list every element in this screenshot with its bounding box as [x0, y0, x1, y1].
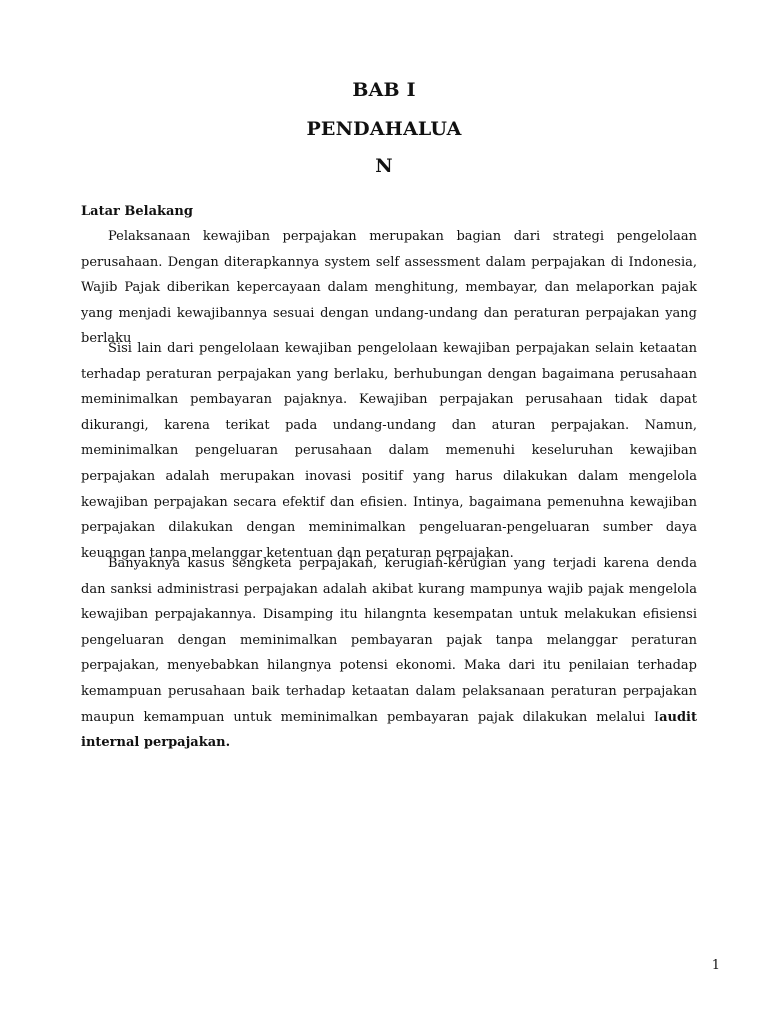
paragraph-3	[81, 551, 697, 756]
paragraph-3-bold-text: audit internal perpajakan.	[81, 709, 697, 751]
section-title: Latar Belakang	[81, 204, 193, 219]
chapter-title-line-1: PENDAHALUA	[306, 118, 462, 140]
paragraph-3-text: Banyaknya kasus sengketa perpajakan, kerugian-kerugian yang terjadi karena denda dan sanksi administrasi perpajakan adalah akibat kurang mampunya wajib pajak mengelola kewajiban perpajakannya. Disamping itu hilangnta kesempatan untuk melakukan efisiensi pengeluaran dengan meminimalkan pembayaran pajak tanpa melanggar peraturan perpajakan, menyebabkan hilangnya potensi ekonomi. Maka dari itu penilaian terhadap kemampuan perusahaan baik terhadap ketaatan dalam pelaksanaan peraturan perpajakan maupun kemampuan untuk meminimalkan pembayaran pajak dilakukan melalui I	[81, 556, 697, 725]
paragraph-2: Sisi lain dari pengelolaan kewajiban pengelolaan kewajiban perpajakan selain ketaatan terhadap peraturan perpajakan yang berlaku, berhubungan dengan bagaimana perusahaan meminimalkan pembayaran pajaknya. Kewajiban perpajakan perusahaan tidak dapat dikurangi, karena terikat pada undang-undang dan aturan perpajakan. Namun, meminimalkan pengeluaran perusahaan dalam memenuhi keseluruhan kewajiban perpajakan adalah merupakan inovasi positif yang harus dilakukan dalam mengelola kewajiban perpajakan secara efektif dan efisien. Intinya, bagaimana pemenuhna kewajiban perpajakan dilakukan dengan meminimalkan pengeluaran-pengeluaran sumber daya keuangan tanpa melanggar ketentuan dan peraturan perpajakan.	[81, 341, 697, 561]
chapter-heading: BAB I	[352, 79, 416, 101]
paragraph-1: Pelaksanaan kewajiban perpajakan merupakan bagian dari strategi pengelolaan perusahaan. Dengan diterapkannya system self assessment dalam perpajakan di Indonesia, Wajib Pajak diberikan kepercayaan dalam menghitung, membayar, dan melaporkan pajak yang menjadi kewajibannya sesuai dengan undang-undang dan peraturan perpajakan yang berlaku	[81, 229, 697, 347]
chapter-title-line-2: N	[375, 155, 393, 177]
page-number: 1	[711, 958, 720, 973]
